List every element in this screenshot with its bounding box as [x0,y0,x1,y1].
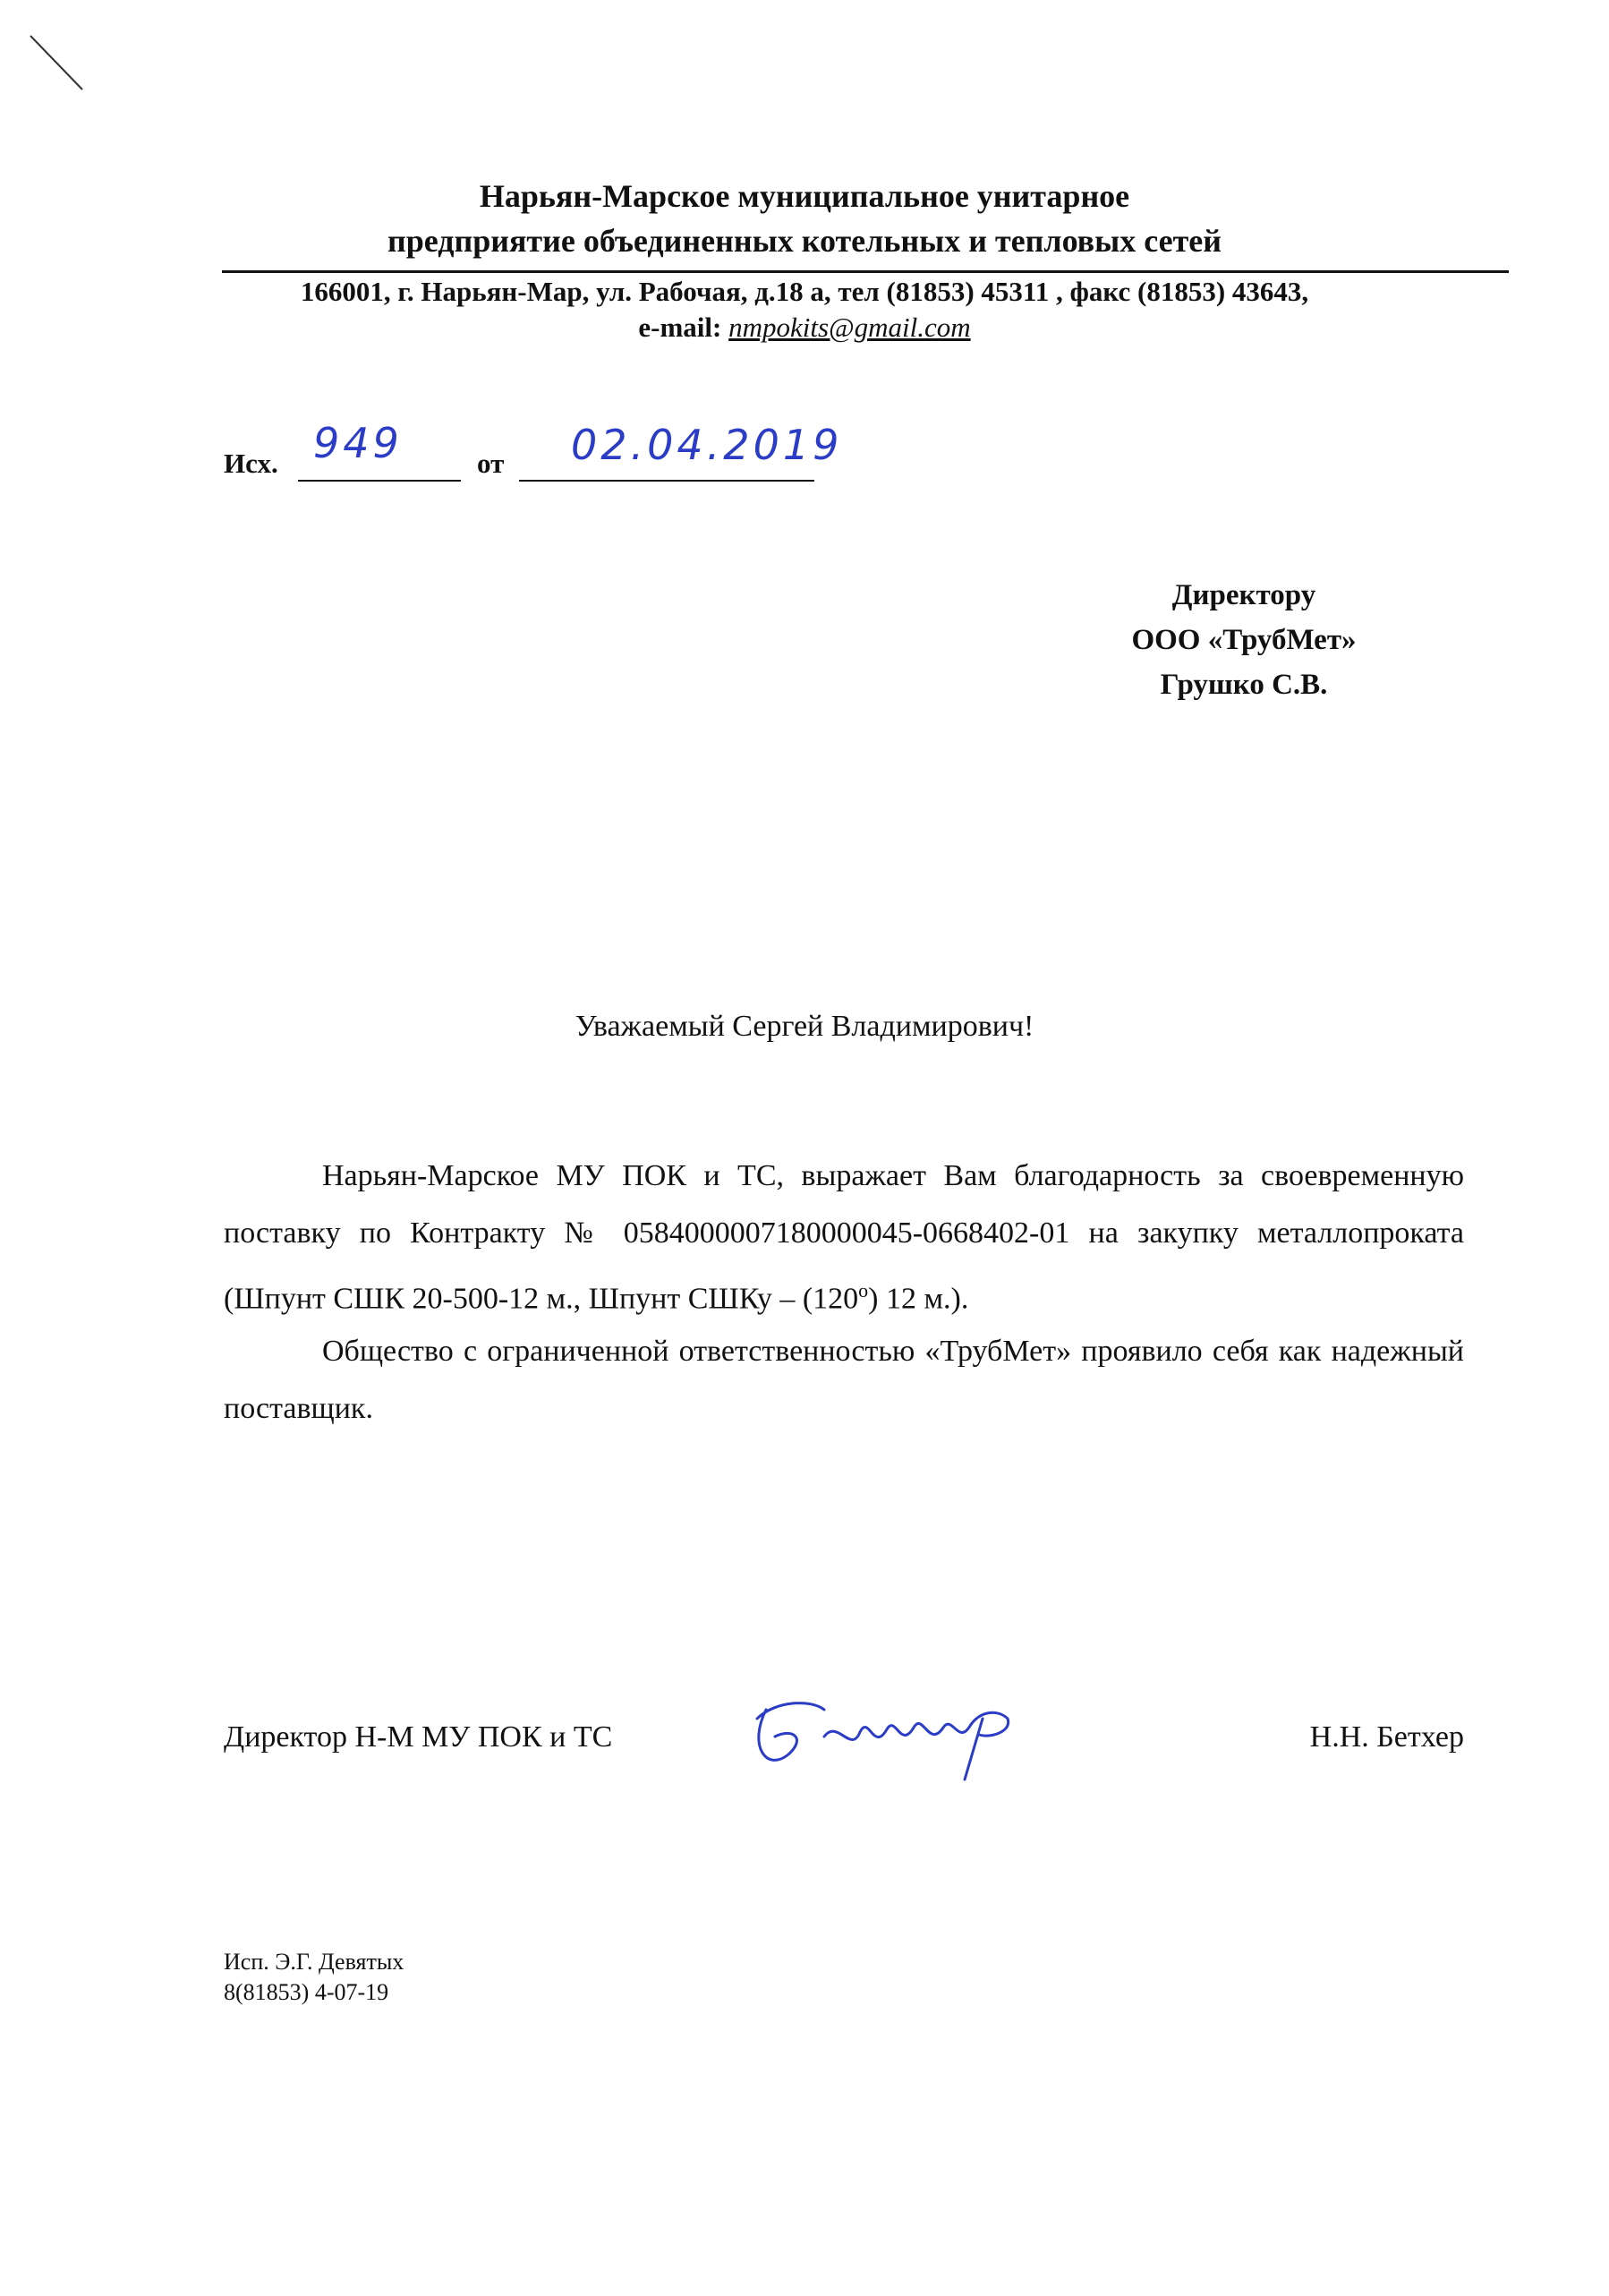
org-address: 166001, г. Нарьян-Мар, ул. Рабочая, д.18 а, тел (81853) 45311 , факс (81853) 43643, [300,276,1309,307]
letterhead-divider [222,270,1509,273]
date-blank [519,480,814,482]
paragraph1-text: Нарьян-Марское МУ ПОК и ТС, выражает Вам благодарность за своевременную поставку по Контракту № 0584000007180000045-0668402-01 на закупку металлопроката (Шпунт СШК 20-500-12 м., Шпунт СШКу – (120 [224,1159,1464,1316]
body-paragraph-2 [224,1323,1464,1438]
executor-name: Исп. Э.Г. Девятых [224,1949,404,1975]
signer-name: Н.Н. Бетхер [1309,1720,1464,1754]
addressee-name: Грушко С.В. [1160,669,1328,701]
corner-pen-mark [27,32,89,95]
addressee-company: ООО «ТрубМет» [1131,624,1357,656]
addressee-title: Директору [1171,579,1316,611]
handwritten-signature [739,1683,1034,1781]
org-email-line [0,312,1609,344]
executor-phone: 8(81853) 4-07-19 [224,1979,389,2005]
org-name-line1: Нарьян-Марское муниципальное унитарное [479,178,1130,214]
outgoing-number-handwritten: 949 [313,419,403,467]
body-paragraph-1 [224,1148,1464,1327]
org-name-line2: предприятие объединенных котельных и тепловых сетей [387,223,1222,259]
email-link[interactable]: nmpokits@gmail.com [728,312,971,343]
date-label: от [477,448,505,479]
outgoing-number-blank [298,480,461,482]
paragraph2-text: Общество с ограниченной ответственностью «ТрубМет» проявило себя как надежный поставщик. [224,1335,1464,1425]
date-handwritten: 02.04.2019 [571,421,843,469]
email-label: e-mail: [638,312,722,343]
addressee-block [1056,573,1432,707]
paragraph1-end: ) 12 м.). [868,1282,969,1316]
signer-position: Директор Н-М МУ ПОК и ТС [224,1720,613,1754]
salutation: Уважаемый Сергей Владимирович! [575,1010,1034,1043]
degree-sup: о [858,1279,869,1302]
outgoing-label: Исх. [224,448,278,479]
executor-block [224,1947,404,2008]
